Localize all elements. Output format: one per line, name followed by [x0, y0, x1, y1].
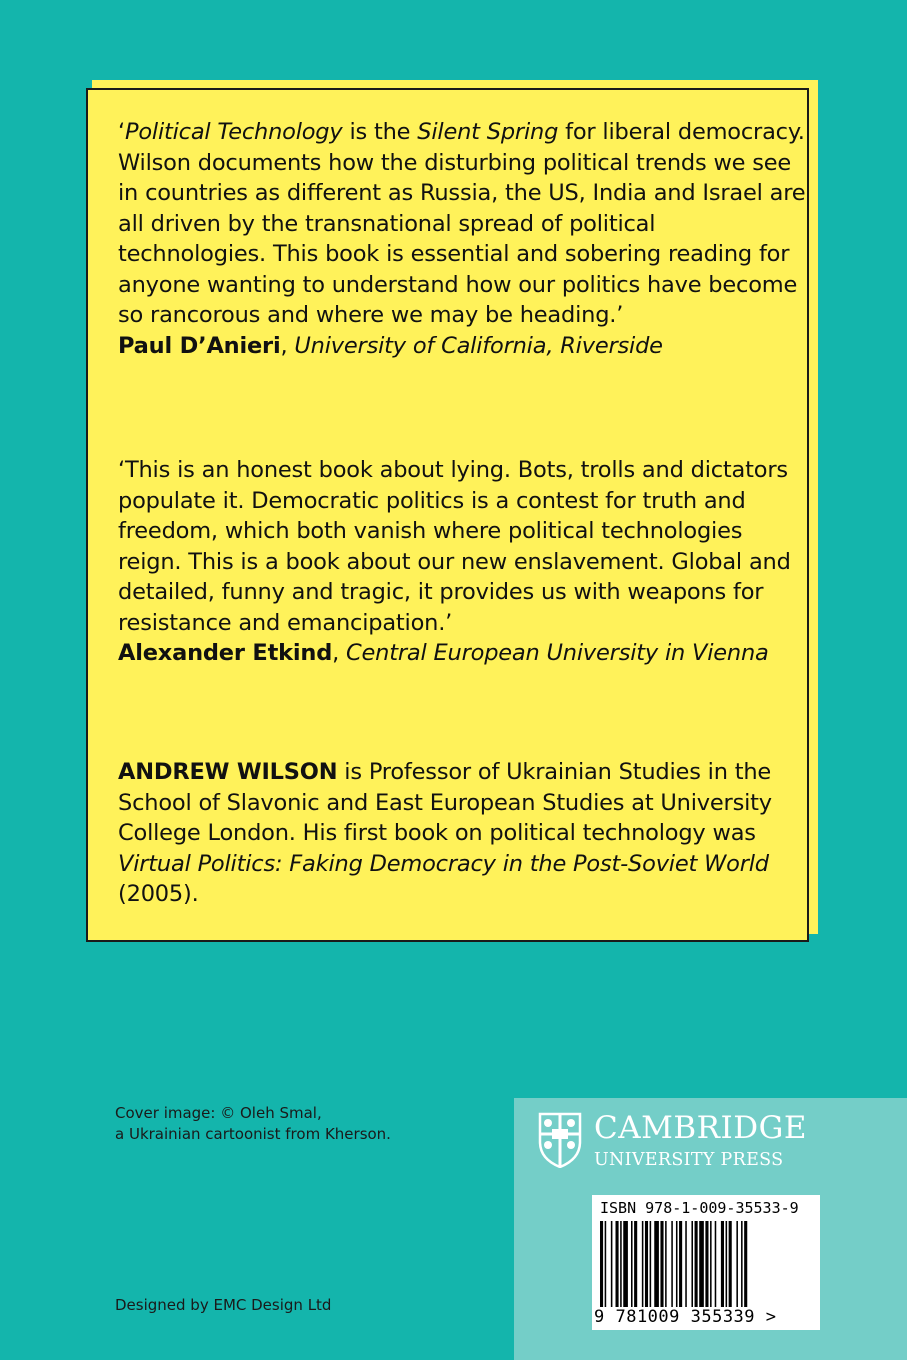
cambridge-shield-icon — [538, 1112, 582, 1168]
quote-2-text: This is an honest book about lying. Bots, trolls and dictators populate it. Democratic politics is a contest for truth and freedom, which both vanish where political technologies reign. This is a book about our new enslavement. Global and detailed, funny and tragic, it provides us with weapons for resistance and emancipation. — [118, 457, 791, 636]
quote-1-affiliation: University of California, Riverside — [294, 332, 663, 359]
quote-1-book-title: Political Technology — [124, 119, 343, 145]
quote-1-close: ’ — [616, 302, 624, 328]
quote-2-open: ‘ — [118, 457, 125, 483]
quote-1-text-b: for liberal democracy. Wilson documents how the disturbing political trends we see in countries as different as Russia, the US, India and Israel are all driven by the transnational spread of political technologies. This book is essential and sobering reading for anyone wanting to understand how our politics have become so rancorous and where we may be heading. — [118, 119, 806, 328]
author-bio-text: is Professor of Ukrainian Studies in the School of Slavonic and East European Studies at University College London. His first book on political technology was — [118, 759, 772, 846]
quote-2-sep: , — [332, 640, 347, 666]
quote-1 — [118, 117, 808, 361]
author-name: ANDREW WILSON — [118, 759, 338, 785]
quote-1-open: ‘ — [118, 119, 125, 145]
author-bio — [118, 757, 808, 910]
quote-1-author: Paul D’Anieri — [118, 332, 281, 359]
barcode-digits: 9 781009 355339 > — [594, 1307, 777, 1327]
author-previous-book: Virtual Politics: Faking Democracy in the Post-Soviet World — [118, 850, 769, 877]
author-previous-year: (2005). — [118, 881, 199, 907]
cover-credit-line-2: a Ukrainian cartoonist from Kherson. — [115, 1125, 391, 1143]
quote-2-close: ’ — [445, 609, 453, 636]
quote-1-sep: , — [280, 332, 295, 359]
isbn-label: ISBN 978-1-009-35533-9 — [600, 1199, 799, 1217]
publisher-subtitle: UNIVERSITY PRESS — [594, 1150, 784, 1170]
cover-credit-line-1: Cover image: © Oleh Smal, — [115, 1104, 322, 1122]
publisher-name: CAMBRIDGE — [594, 1110, 807, 1146]
quote-2-affiliation: Central European University in Vienna — [346, 640, 769, 666]
cover-image-credit — [115, 1103, 391, 1145]
quote-2-author: Alexander Etkind — [118, 640, 333, 666]
designer-credit: Designed by EMC Design Ltd — [115, 1296, 332, 1314]
quote-2 — [118, 455, 808, 669]
quote-1-text-a: is the — [342, 119, 418, 145]
barcode-icon — [598, 1221, 816, 1307]
quote-1-referenced-title: Silent Spring — [417, 119, 559, 145]
